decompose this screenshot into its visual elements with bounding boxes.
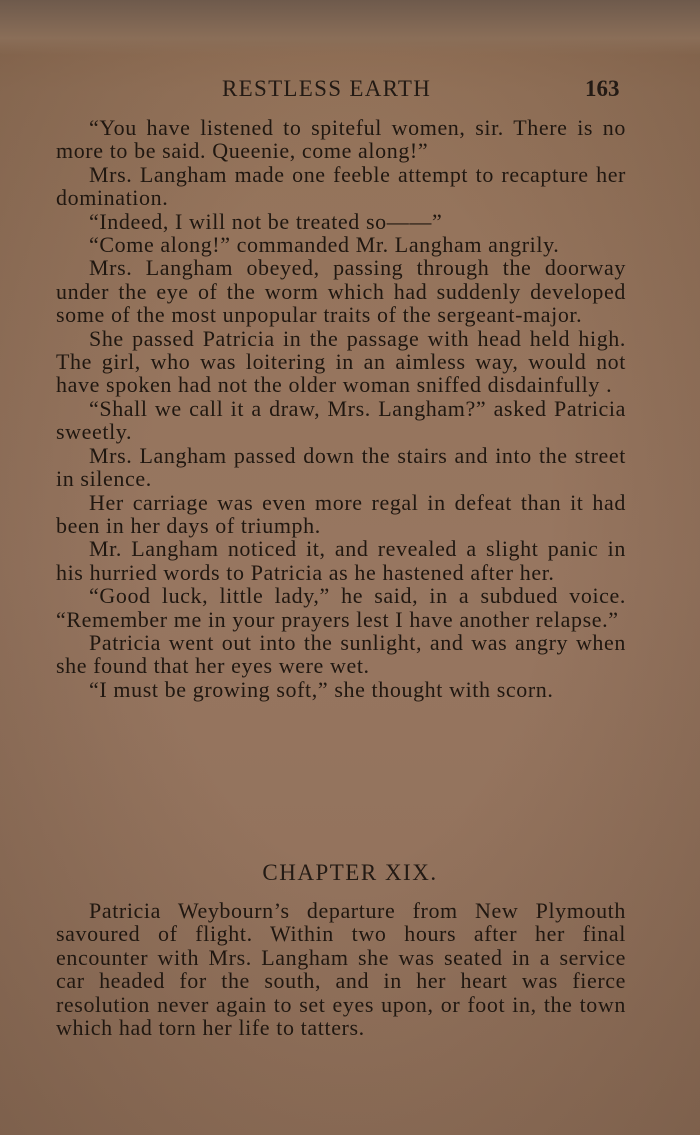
paragraph: “I must be growing soft,” she thought with scorn. — [89, 676, 554, 702]
paragraph: Her carriage was even more regal in defeat than it had been in her days of triumph. — [56, 489, 626, 538]
paragraph: Mrs. Langham passed down the stairs and into the street in silence. — [56, 442, 626, 492]
paragraph: “You have listened to spiteful women, sir. There is no more to be said. Queenie, come along!” — [56, 115, 626, 164]
paragraph: Mrs. Langham made one feeble attempt to recapture her domination. — [56, 161, 626, 211]
body-text — [56, 116, 626, 701]
paragraph: Patricia went out into the sunlight, and was angry when she found that her eyes were wet. — [56, 629, 626, 679]
running-title: RESTLESS EARTH — [222, 76, 432, 101]
paragraph: “Indeed, I will not be treated so——” — [89, 208, 443, 234]
running-header — [0, 76, 700, 106]
paragraph: Mrs. Langham obeyed, passing through the doorway under the eye of the worm which had suddenly developed some of the most unpopular traits of the sergeant-major. — [56, 255, 626, 328]
paragraph: Mr. Langham noticed it, and revealed a slight panic in his hurried words to Patricia as he hastened after her. — [56, 536, 626, 585]
chapter-paragraph: Patricia Weybourn’s departure from New Plymouth savoured of flight. Within two hours after her final encounter with Mrs. Langham she was seated in a service car headed for the south, and in her heart was fierce resolution never again to set eyes upon, or foot in, the town which had torn her life to tatters. — [56, 898, 626, 1041]
page-top-edge — [0, 0, 700, 55]
paragraph: “Shall we call it a draw, Mrs. Langham?” asked Patricia sweetly. — [56, 395, 626, 445]
chapter-text — [56, 899, 626, 1039]
chapter-heading: CHAPTER XIX. — [262, 860, 438, 885]
paragraph: She passed Patricia in the passage with head held high. The girl, who was loitering in an aimless way, would not have spoken had not the older woman sniffed disdainfully . — [56, 325, 626, 398]
paragraph: “Good luck, little lady,” he said, in a subdued voice. “Remember me in your prayers lest I have another relapse.” — [56, 583, 626, 632]
paragraph: “Come along!” commanded Mr. Langham angrily. — [89, 232, 560, 258]
page-number: 163 — [585, 76, 620, 101]
